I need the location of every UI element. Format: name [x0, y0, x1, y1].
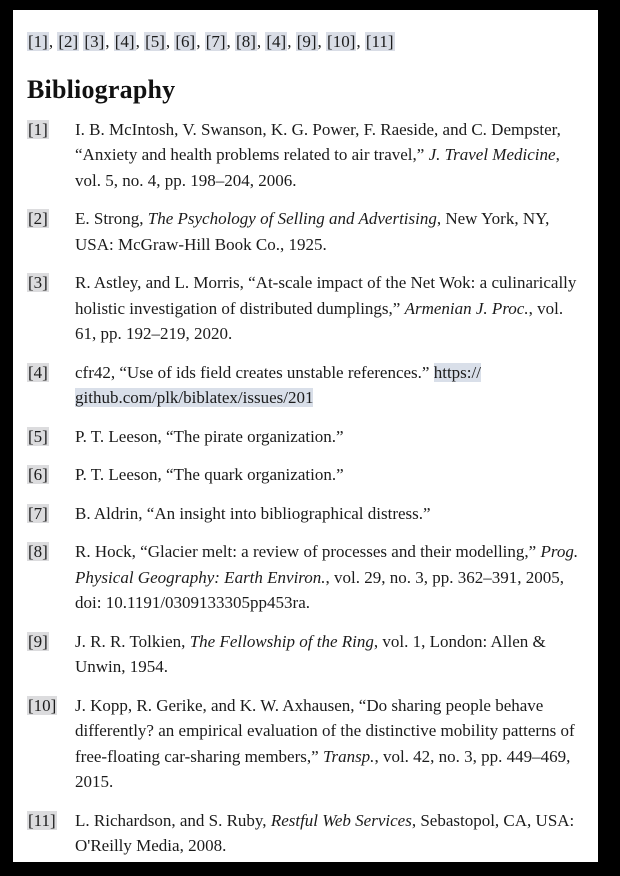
reference-title-italic: Armenian J. Proc.	[404, 298, 529, 318]
reference-entry	[27, 206, 585, 257]
reference-title-italic: Restful Web Services	[270, 810, 412, 830]
reference-title-italic: The Fellowship of the Ring	[189, 631, 374, 651]
reference-entry	[27, 270, 585, 347]
reference-entry	[27, 462, 585, 488]
reference-text-segment: P. T. Leeson, “The pirate organization.”	[75, 426, 344, 446]
reference-entry	[27, 629, 585, 680]
reference-label-column	[27, 539, 75, 565]
reference-text-segment: , Sebastopol, CA, USA: O'Reilly Media, 2008.	[75, 810, 575, 855]
reference-title-italic: J. Travel Medicine	[428, 145, 556, 164]
reference-text-segment: R. Astley, and L. Morris, “At-scale impact of the Net Wok: a culinarically holistic investigation of distributed dumplings,”	[75, 273, 577, 318]
reference-label-column	[27, 462, 75, 488]
reference-number[interactable]: [5]	[28, 426, 48, 446]
reference-number[interactable]: [4]	[28, 362, 48, 382]
reference-entry	[27, 693, 585, 795]
citation-link[interactable]: [11]	[365, 32, 394, 51]
citation-link[interactable]: [6]	[175, 32, 196, 51]
reference-label-column	[27, 501, 75, 527]
reference-title-italic: Prog. Physical Geography: Earth Environ.	[75, 542, 579, 587]
reference-number[interactable]: [2]	[28, 209, 48, 228]
reference-entry	[27, 501, 585, 527]
reference-text-segment: , vol. 5, no. 4, pp. 198–204, 2006.	[75, 145, 560, 190]
citation-link[interactable]: [9]	[296, 32, 317, 51]
reference-number[interactable]: [1]	[28, 119, 48, 139]
reference-entry	[27, 424, 585, 450]
citation-link[interactable]: [3]	[84, 32, 105, 51]
reference-label-column	[27, 629, 75, 655]
reference-label-column	[27, 693, 75, 719]
citation-link[interactable]: [8]	[236, 32, 256, 51]
reference-label-column	[27, 424, 75, 450]
citation-link[interactable]: [4]	[266, 32, 287, 51]
reference-text-segment: , vol. 42, no. 3, pp. 449–469, 2015.	[75, 746, 571, 791]
reference-title-italic: The Psychology of Selling and Advertising	[147, 209, 437, 228]
citation-link[interactable]: [4]	[114, 32, 135, 51]
reference-number[interactable]: [10]	[28, 695, 57, 715]
reference-entry	[27, 117, 585, 194]
reference-number[interactable]: [8]	[28, 542, 48, 561]
reference-text	[75, 808, 585, 859]
reference-text	[75, 270, 585, 347]
reference-url-link[interactable]: https://github.com/plk/biblatex/issues/201	[75, 362, 481, 407]
reference-label-column	[27, 270, 75, 296]
document-page	[13, 10, 598, 862]
reference-number[interactable]: [6]	[28, 465, 48, 484]
reference-text	[75, 693, 585, 795]
reference-entry	[27, 539, 585, 616]
reference-text-segment: , vol. 1, London: Allen & Unwin, 1954.	[75, 631, 546, 676]
reference-entry	[27, 808, 585, 859]
reference-text	[75, 629, 585, 680]
reference-text-segment: cfr42, “Use of ids field creates unstable references.”	[75, 362, 434, 382]
reference-text	[75, 424, 585, 450]
reference-text-segment: I. B. McIntosh, V. Swanson, K. G. Power, F. Raeside, and C. Dempster, “Anxiety and health problems related to air travel,”	[75, 119, 561, 164]
reference-number[interactable]: [7]	[28, 503, 48, 523]
citation-link[interactable]: [5]	[145, 32, 165, 51]
reference-text	[75, 539, 585, 616]
reference-text-segment: J. Kopp, R. Gerike, and K. W. Axhausen, “Do sharing people behave differently? an empirical evaluation of the distinctive mobility patterns of free-floating car-sharing members,”	[75, 695, 575, 766]
citation-line: [1], [2] [3], [4], [5], [6], [7], [8], [4], [9], [10], [11]	[28, 32, 394, 51]
reference-number[interactable]: [11]	[28, 810, 56, 830]
reference-title-italic: Transp.	[322, 746, 375, 766]
reference-entry	[27, 360, 585, 411]
reference-number[interactable]: [3]	[28, 273, 48, 292]
reference-label-column	[27, 117, 75, 143]
reference-text	[75, 206, 585, 257]
reference-list	[27, 117, 585, 859]
reference-label-column	[27, 808, 75, 834]
reference-text-segment: , vol. 61, pp. 192–219, 2020.	[75, 298, 564, 343]
citation-link[interactable]: [2]	[58, 32, 79, 51]
citation-link[interactable]: [1]	[28, 32, 48, 51]
reference-text-segment: L. Richardson, and S. Ruby,	[75, 810, 271, 830]
reference-label-column	[27, 360, 75, 386]
bibliography-heading: Bibliography	[27, 74, 176, 104]
reference-text	[75, 117, 585, 194]
reference-text-segment: , New York, NY, USA: McGraw-Hill Book Co., 1925.	[75, 209, 550, 254]
reference-text-segment: R. Hock, “Glacier melt: a review of processes and their modelling,”	[75, 542, 541, 561]
reference-text-segment: J. R. R. Tolkien,	[75, 631, 190, 651]
reference-text	[75, 462, 585, 488]
reference-text-segment: B. Aldrin, “An insight into bibliographical distress.”	[75, 503, 431, 523]
reference-text-segment: , vol. 29, no. 3, pp. 362–391, 2005, doi: 10.1191/0309133305pp453ra.	[75, 567, 565, 612]
reference-text-segment: E. Strong,	[75, 209, 148, 228]
reference-number[interactable]: [9]	[28, 631, 48, 651]
reference-label-column	[27, 206, 75, 232]
reference-text	[75, 501, 585, 527]
reference-text	[75, 360, 585, 411]
reference-text-segment: P. T. Leeson, “The quark organization.”	[75, 465, 344, 484]
citation-link[interactable]: [10]	[327, 32, 356, 51]
citation-link[interactable]: [7]	[205, 32, 226, 51]
